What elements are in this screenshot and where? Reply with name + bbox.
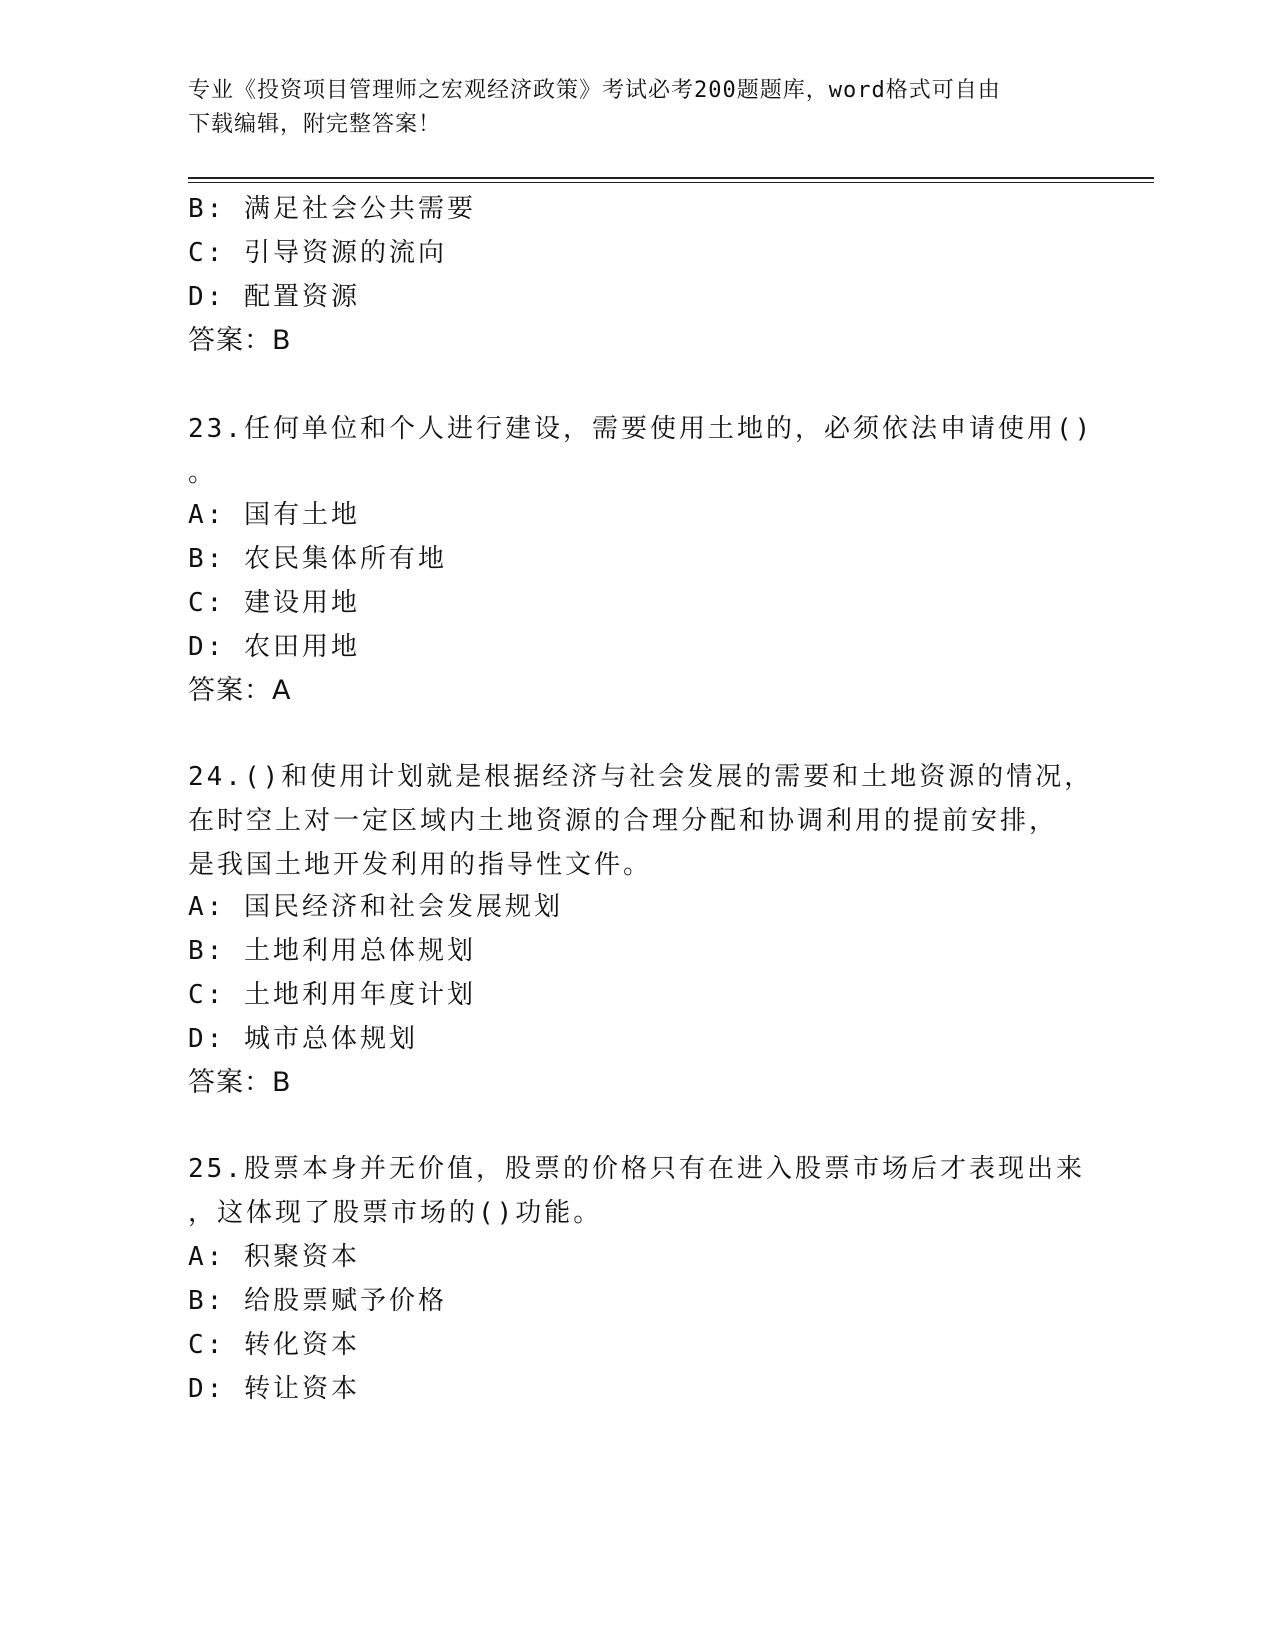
q25-option-a: A: 积聚资本 [188, 1242, 360, 1272]
q25-stem-line-2: ，这体现了股票市场的()功能。 [188, 1198, 603, 1228]
q24-stem-line-2: 在时空上对一定区域内土地资源的合理分配和协调利用的提前安排， [188, 806, 1059, 836]
q23-option-c: C: 建设用地 [188, 588, 360, 618]
q23-answer: 答案：A [188, 675, 292, 706]
q23-option-a: A: 国有土地 [188, 500, 360, 530]
q22-option-d: D: 配置资源 [188, 282, 360, 312]
q25-stem-line-1: 25.股票本身并无价值，股票的价格只有在进入股票市场后才表现出来 [188, 1154, 1085, 1184]
q22-answer: 答案：B [188, 325, 292, 356]
q24-option-d: D: 城市总体规划 [188, 1024, 418, 1054]
document-header [188, 74, 1068, 142]
q25-option-b: B: 给股票赋予价格 [188, 1286, 447, 1316]
q25-option-c: C: 转化资本 [188, 1330, 360, 1360]
q24-option-a: A: 国民经济和社会发展规划 [188, 892, 563, 922]
header-divider-thick [188, 177, 1154, 179]
q22-option-b: B: 满足社会公共需要 [188, 194, 476, 224]
header-line-2: 下载编辑，附完整答案！ [188, 112, 442, 137]
q23-option-d: D: 农田用地 [188, 632, 360, 662]
q24-option-c: C: 土地利用年度计划 [188, 980, 476, 1010]
q25-option-d: D: 转让资本 [188, 1374, 360, 1404]
q23-option-b: B: 农民集体所有地 [188, 544, 447, 574]
q22-option-c: C: 引导资源的流向 [188, 238, 447, 268]
header-line-1: 专业《投资项目管理师之宏观经济政策》考试必考200题题库，word格式可自由 [188, 78, 1001, 103]
q23-stem-line-2: 。 [188, 458, 218, 488]
q24-option-b: B: 土地利用总体规划 [188, 936, 476, 966]
q23-stem-line-1: 23.任何单位和个人进行建设，需要使用土地的，必须依法申请使用() [188, 414, 1094, 444]
q24-stem-line-3: 是我国土地开发利用的指导性文件。 [188, 850, 653, 880]
header-divider-thin [188, 182, 1154, 183]
q24-stem-line-1: 24.()和使用计划就是根据经济与社会发展的需要和土地资源的情况， [188, 762, 1094, 792]
q24-answer: 答案：B [188, 1067, 292, 1098]
